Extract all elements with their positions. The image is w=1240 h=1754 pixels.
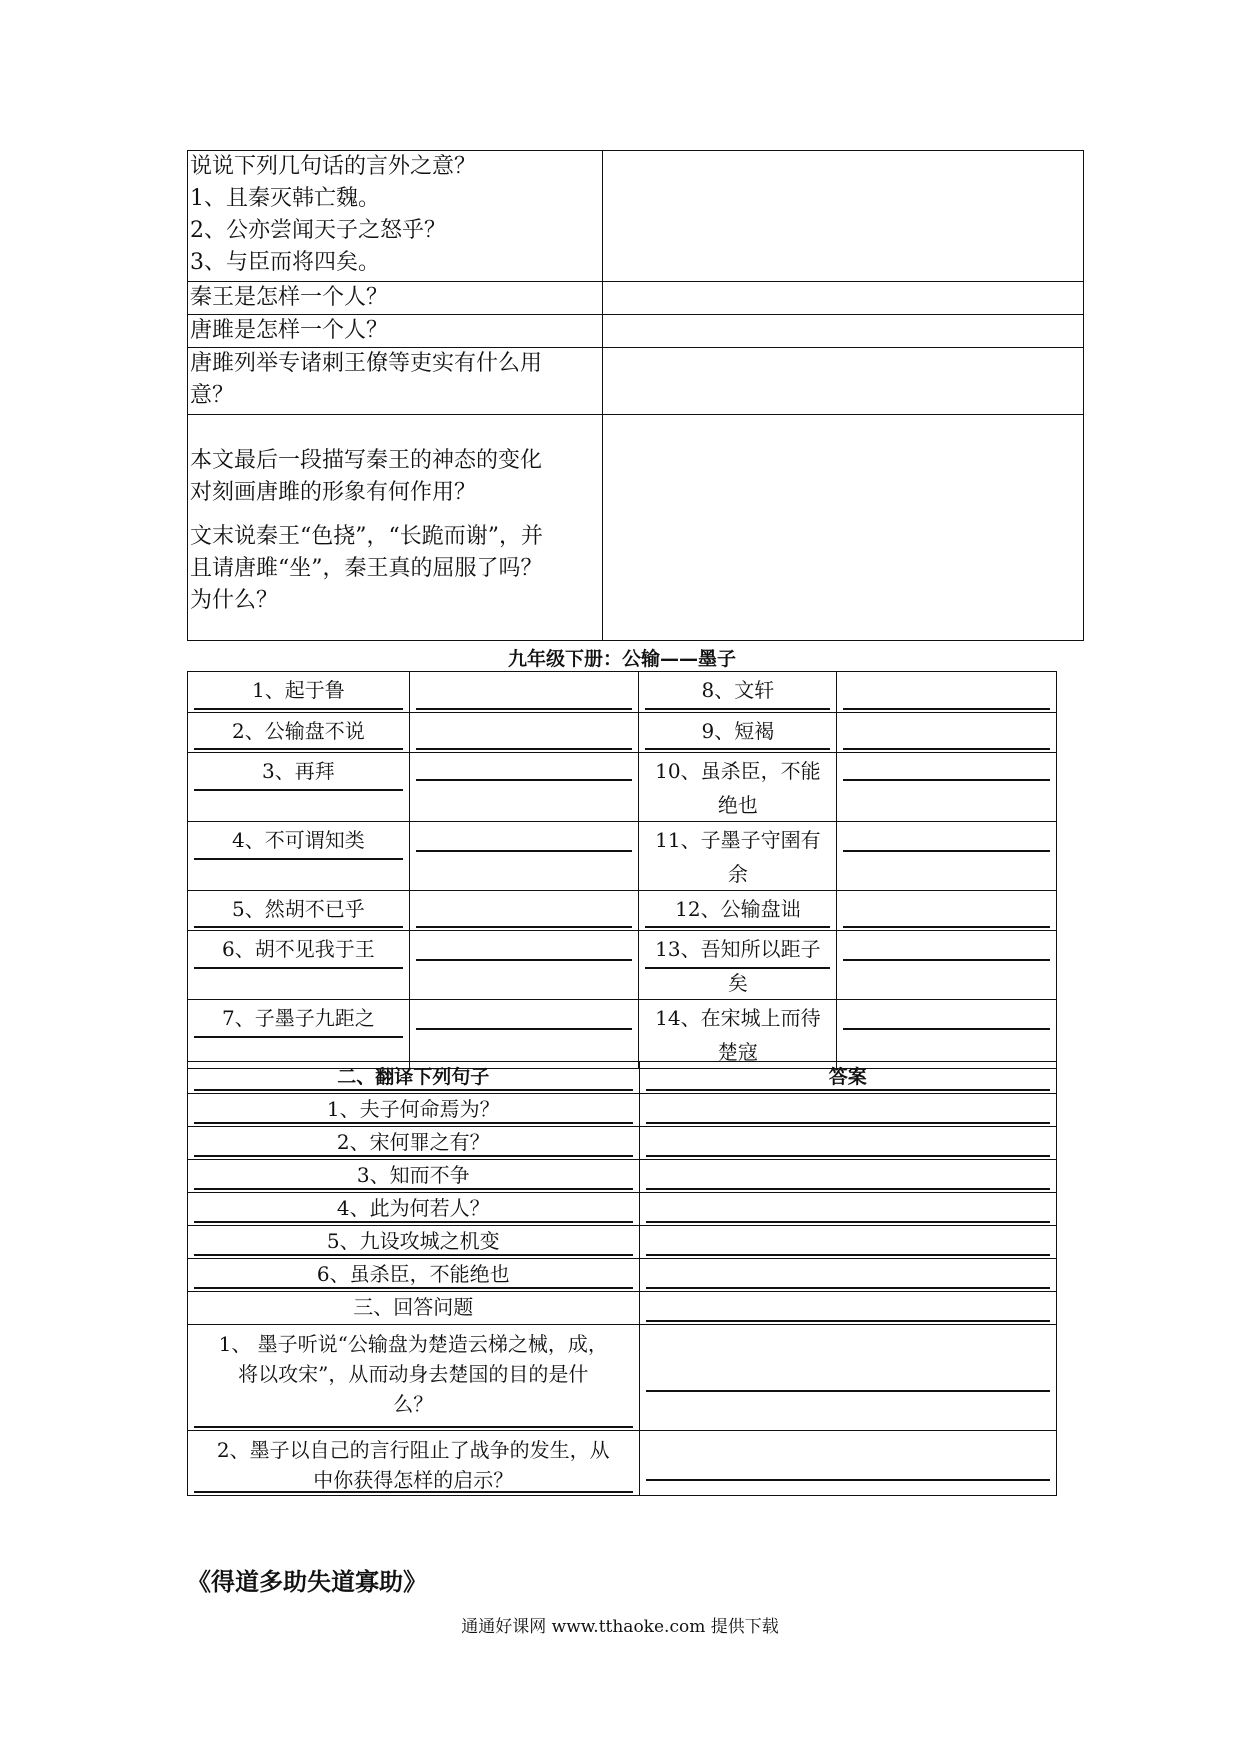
question-1	[188, 1325, 640, 1431]
translate-item: 2、宋何罪之有？	[188, 1127, 640, 1160]
question-line: 唐雎是怎样一个人？	[190, 318, 389, 343]
question-line: 唐雎列举专诸刺王僚等吏实有什么用	[190, 351, 543, 376]
question-line: 中你获得怎样的启示？	[313, 1468, 514, 1492]
question-line: 3、与臣而将四矣。	[190, 250, 380, 275]
vocab-term: 6、胡不见我于王	[188, 931, 410, 1000]
vocab-term: 2、公输盘不说	[188, 713, 410, 753]
question-line: 将以攻宋”，从而动身去楚国的目的是什	[238, 1362, 589, 1386]
vocab-answer[interactable]	[837, 713, 1057, 753]
question-line: 本文最后一段描写秦王的神态的变化	[190, 448, 543, 473]
question-cell	[188, 415, 603, 641]
translate-answer[interactable]	[639, 1226, 1057, 1259]
question-line: 么？	[393, 1392, 434, 1416]
vocab-answer[interactable]	[409, 931, 639, 1000]
question-line: 且请唐雎“坐”，秦王真的屈服了吗？	[190, 556, 543, 581]
translate-item: 4、此为何若人？	[188, 1193, 640, 1226]
question-line: 秦王是怎样一个人？	[190, 285, 389, 310]
translate-item: 3、知而不争	[188, 1160, 640, 1193]
translate-answer[interactable]	[639, 1094, 1057, 1127]
question-line: 1、且秦灭韩亡魏。	[190, 186, 380, 211]
answer-cell[interactable]	[603, 348, 1084, 415]
vocab-answer[interactable]	[837, 672, 1057, 713]
question-line: 意？	[190, 383, 235, 408]
answer-cell[interactable]	[603, 282, 1084, 315]
page-footer: 通通好课网 www.tthaoke.com 提供下载	[461, 1617, 779, 1637]
section3-answer[interactable]	[639, 1292, 1057, 1325]
answer-cell[interactable]	[603, 315, 1084, 348]
translate-table	[187, 1061, 1057, 1496]
question-1-answer[interactable]	[639, 1325, 1057, 1431]
question-line: 为什么？	[190, 588, 279, 613]
translate-answer[interactable]	[639, 1193, 1057, 1226]
vocab-answer[interactable]	[837, 822, 1057, 891]
vocab-answer[interactable]	[409, 822, 639, 891]
reading-questions-table	[187, 150, 1084, 641]
question-2	[188, 1431, 640, 1496]
translate-item: 5、九设攻城之机变	[188, 1226, 640, 1259]
vocab-term: 10、虽杀臣，不能 绝也	[639, 753, 837, 822]
question-line: 对刻画唐雎的形象有何作用？	[190, 480, 477, 505]
vocab-term: 13、吾知所以距子 矣	[639, 931, 837, 1000]
question-line: 2、墨子以自己的言行阻止了战争的发生，从	[216, 1438, 610, 1462]
question-line: 2、公亦尝闻天子之怒乎？	[190, 218, 446, 243]
answer-cell[interactable]	[603, 151, 1084, 282]
vocab-answer[interactable]	[409, 672, 639, 713]
section3-title: 三、回答问题	[188, 1292, 640, 1325]
next-lesson-title: 《得道多助失道寡助》	[187, 1567, 427, 1596]
question-cell	[188, 315, 603, 348]
question-cell	[188, 282, 603, 315]
section-title: 九年级下册：公输——墨子	[507, 648, 736, 670]
vocab-answer[interactable]	[409, 891, 639, 931]
vocab-answer[interactable]	[409, 1000, 639, 1069]
vocab-term: 9、短褐	[639, 713, 837, 753]
answer-cell[interactable]	[603, 415, 1084, 641]
translate-answer[interactable]	[639, 1160, 1057, 1193]
vocab-term: 3、再拜	[188, 753, 410, 822]
question-line: 说说下列几句话的言外之意？	[190, 154, 477, 179]
vocab-table	[187, 671, 1057, 1069]
vocab-term: 11、子墨子守圉有 余	[639, 822, 837, 891]
translate-item: 6、虽杀臣，不能绝也	[188, 1259, 640, 1292]
vocab-term: 1、起于鲁	[188, 672, 410, 713]
vocab-answer[interactable]	[409, 713, 639, 753]
translate-item: 1、夫子何命焉为？	[188, 1094, 640, 1127]
vocab-term: 4、不可谓知类	[188, 822, 410, 891]
translate-answer[interactable]	[639, 1259, 1057, 1292]
vocab-term: 12、公输盘诎	[639, 891, 837, 931]
vocab-answer[interactable]	[837, 753, 1057, 822]
question-cell	[188, 348, 603, 415]
question-line: 1、 墨子听说“公输盘为楚造云梯之械，成，	[218, 1332, 608, 1356]
vocab-term: 14、在宋城上而待 楚寇	[639, 1000, 837, 1069]
question-2-answer[interactable]	[639, 1431, 1057, 1496]
vocab-answer[interactable]	[837, 891, 1057, 931]
vocab-term: 7、子墨子九距之	[188, 1000, 410, 1069]
translate-header: 二、翻译下列句子	[188, 1062, 640, 1094]
answer-header: 答案	[639, 1062, 1057, 1094]
question-cell	[188, 151, 603, 282]
vocab-answer[interactable]	[837, 1000, 1057, 1069]
translate-answer[interactable]	[639, 1127, 1057, 1160]
vocab-term: 8、文轩	[639, 672, 837, 713]
vocab-answer[interactable]	[409, 753, 639, 822]
vocab-answer[interactable]	[837, 931, 1057, 1000]
question-line: 文末说秦王“色挠”，“长跪而谢”，并	[190, 524, 543, 549]
vocab-term: 5、然胡不已乎	[188, 891, 410, 931]
